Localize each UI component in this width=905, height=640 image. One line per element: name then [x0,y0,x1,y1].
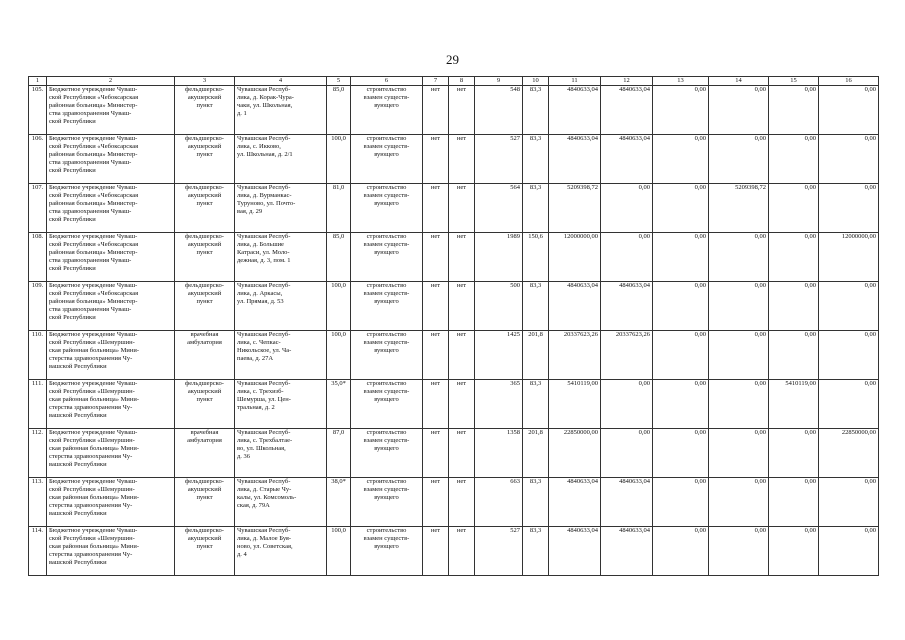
table-cell-col-14: 5209398,72 [709,184,769,233]
column-number-7: 7 [423,77,449,86]
table-cell-col-13: 0,00 [653,86,709,135]
table-cell-col-8: нет [449,331,475,380]
table-cell-col-14: 0,00 [709,527,769,576]
table-cell-col-2: Бюджетное учреждение Чуваш- ской Республики «Чебоксарская районная больница» Министер- ства здравоохранения Чуваш- ской Республики [47,86,175,135]
table-cell-col-13: 0,00 [653,429,709,478]
table-cell-col-10: 83,3 [523,135,549,184]
column-number-8: 8 [449,77,475,86]
table-cell-col-1: 107. [29,184,47,233]
table-cell-col-4: Чувашская Респуб- лика, с. Чепкас- Никольское, ул. Ча- паева, д. 27А [235,331,327,380]
table-cell-col-16: 0,00 [819,86,879,135]
table-cell-col-15: 0,00 [769,331,819,380]
table-cell-col-12: 4840633,04 [601,135,653,184]
column-number-1: 1 [29,77,47,86]
table-cell-col-5: 100,0 [327,331,351,380]
table-cell-col-5: 38,0* [327,478,351,527]
table-cell-col-8: нет [449,380,475,429]
table-cell-col-8: нет [449,527,475,576]
table-cell-col-1: 112. [29,429,47,478]
table-cell-col-14: 0,00 [709,380,769,429]
table-cell-col-3: врачебная амбулатория [175,429,235,478]
table-cell-col-7: нет [423,478,449,527]
table-cell-col-15: 5410119,00 [769,380,819,429]
table-cell-col-6: строительство взамен существ- вующего [351,331,423,380]
table-cell-col-6: строительство взамен существ- вующего [351,86,423,135]
table-cell-col-8: нет [449,184,475,233]
table-cell-col-10: 83,3 [523,478,549,527]
table-cell-col-16: 0,00 [819,478,879,527]
table-cell-col-16: 0,00 [819,331,879,380]
table-cell-col-7: нет [423,527,449,576]
table-cell-col-6: строительство взамен существ- вующего [351,429,423,478]
table-cell-col-2: Бюджетное учреждение Чуваш- ской Республики «Чебоксарская районная больница» Министер- ства здравоохранения Чуваш- ской Республики [47,233,175,282]
table-cell-col-10: 83,3 [523,184,549,233]
table-cell-col-15: 0,00 [769,429,819,478]
table-cell-col-15: 0,00 [769,233,819,282]
table-cell-col-15: 0,00 [769,184,819,233]
table-cell-col-6: строительство взамен существ- вующего [351,282,423,331]
table-cell-col-4: Чувашская Респуб- лика, д. Старые Чу- калы, ул. Комсомоль- ская, д. 79А [235,478,327,527]
table-cell-col-2: Бюджетное учреждение Чуваш- ской Республики «Чебоксарская районная больница» Министер- ства здравоохранения Чуваш- ской Республики [47,184,175,233]
table-cell-col-14: 0,00 [709,478,769,527]
table-cell-col-16: 0,00 [819,527,879,576]
page-number: 29 [446,52,459,67]
table-cell-col-16: 12000000,00 [819,233,879,282]
facilities-table [28,76,879,576]
table-cell-col-13: 0,00 [653,478,709,527]
table-cell-col-15: 0,00 [769,527,819,576]
table-cell-col-11: 5410119,00 [549,380,601,429]
table-cell-col-4: Чувашская Респуб- лика, д. Большие Катраси, ул. Моло- дежная, д. 3, пом. 1 [235,233,327,282]
table-cell-col-1: 113. [29,478,47,527]
table-cell-col-3: фельдшерско- акушерский пункт [175,380,235,429]
table-cell-col-16: 0,00 [819,135,879,184]
table-cell-col-9: 500 [475,282,523,331]
table-cell-col-7: нет [423,86,449,135]
table-cell-col-8: нет [449,478,475,527]
table-cell-col-4: Чувашская Респуб- лика, с. Икково, ул. Школьная, д. 2/1 [235,135,327,184]
table-row [29,86,879,135]
table-row [29,282,879,331]
table-cell-col-6: строительство взамен существ- вующего [351,135,423,184]
table-cell-col-11: 4840633,04 [549,86,601,135]
table-cell-col-10: 83,3 [523,282,549,331]
table-cell-col-1: 114. [29,527,47,576]
table-cell-col-8: нет [449,86,475,135]
table-cell-col-14: 0,00 [709,233,769,282]
table-cell-col-12: 4840633,04 [601,86,653,135]
table-cell-col-9: 1989 [475,233,523,282]
table-cell-col-16: 0,00 [819,184,879,233]
table-cell-col-7: нет [423,282,449,331]
table-row [29,380,879,429]
column-number-6: 6 [351,77,423,86]
table-cell-col-3: врачебная амбулатория [175,331,235,380]
column-number-2: 2 [47,77,175,86]
table-cell-col-5: 85,0 [327,86,351,135]
table-cell-col-15: 0,00 [769,478,819,527]
table-cell-col-5: 35,0* [327,380,351,429]
table-cell-col-3: фельдшерско- акушерский пункт [175,478,235,527]
table-row [29,527,879,576]
table-cell-col-13: 0,00 [653,527,709,576]
table-cell-col-11: 5209398,72 [549,184,601,233]
table-cell-col-3: фельдшерско- акушерский пункт [175,282,235,331]
table-cell-col-11: 4840633,04 [549,527,601,576]
table-cell-col-9: 527 [475,135,523,184]
table-cell-col-9: 564 [475,184,523,233]
column-number-13: 13 [653,77,709,86]
table-cell-col-8: нет [449,233,475,282]
table-row [29,478,879,527]
column-number-3: 3 [175,77,235,86]
table-cell-col-1: 111. [29,380,47,429]
table-cell-col-13: 0,00 [653,282,709,331]
table-cell-col-6: строительство взамен существ- вующего [351,233,423,282]
table-cell-col-13: 0,00 [653,135,709,184]
table-cell-col-8: нет [449,429,475,478]
table-cell-col-9: 365 [475,380,523,429]
table-cell-col-4: Чувашская Респуб- лика, д. Аркасы, ул. Прямая, д. 53 [235,282,327,331]
table-cell-col-11: 12000000,00 [549,233,601,282]
table-cell-col-1: 109. [29,282,47,331]
column-number-row [29,77,879,86]
column-number-4: 4 [235,77,327,86]
table-cell-col-7: нет [423,331,449,380]
table-cell-col-5: 87,0 [327,429,351,478]
table-cell-col-12: 0,00 [601,429,653,478]
table-cell-col-14: 0,00 [709,331,769,380]
table-cell-col-1: 110. [29,331,47,380]
table-cell-col-5: 100,0 [327,135,351,184]
table-cell-col-6: строительство взамен существ- вующего [351,380,423,429]
table-cell-col-3: фельдшерско- акушерский пункт [175,233,235,282]
table-cell-col-2: Бюджетное учреждение Чуваш- ской Республики «Чебоксарская районная больница» Министер- ства здравоохранения Чуваш- ской Республики [47,282,175,331]
table-cell-col-10: 83,3 [523,86,549,135]
table-cell-col-7: нет [423,380,449,429]
table-cell-col-10: 150,6 [523,233,549,282]
table-cell-col-2: Бюджетное учреждение Чуваш- ской Республики «Шемуршин- ская районная больница» Мини- стерства здравоохранения Чу- вашской Республики [47,478,175,527]
table-cell-col-3: фельдшерско- акушерский пункт [175,135,235,184]
column-number-14: 14 [709,77,769,86]
table-cell-col-12: 4840633,04 [601,282,653,331]
table-cell-col-2: Бюджетное учреждение Чуваш- ской Республики «Шемуршин- ская районная больница» Мини- стерства здравоохранения Чу- вашской Республики [47,527,175,576]
table-cell-col-12: 4840633,04 [601,478,653,527]
table-cell-col-7: нет [423,135,449,184]
table-cell-col-11: 4840633,04 [549,282,601,331]
table-cell-col-5: 81,0 [327,184,351,233]
table-cell-col-12: 0,00 [601,184,653,233]
table-cell-col-15: 0,00 [769,135,819,184]
table-row [29,233,879,282]
table-cell-col-5: 85,0 [327,233,351,282]
table-cell-col-4: Чувашская Респуб- лика, д. Корак-Чура- чаки, ул. Школьная, д. 1 [235,86,327,135]
table-cell-col-12: 20337623,26 [601,331,653,380]
table-cell-col-8: нет [449,135,475,184]
table-cell-col-9: 1425 [475,331,523,380]
table-row [29,135,879,184]
table-cell-col-9: 1358 [475,429,523,478]
table-cell-col-7: нет [423,233,449,282]
table-cell-col-13: 0,00 [653,380,709,429]
column-number-5: 5 [327,77,351,86]
table-cell-col-6: строительство взамен существ- вующего [351,527,423,576]
table-cell-col-4: Чувашская Респуб- лика, д. Малое Буя- ново, ул. Советская, д. 4 [235,527,327,576]
table-cell-col-16: 0,00 [819,282,879,331]
table-cell-col-2: Бюджетное учреждение Чуваш- ской Республики «Шемуршин- ская районная больница» Мини- стерства здравоохранения Чу- вашской Республики [47,429,175,478]
table-cell-col-10: 83,3 [523,380,549,429]
table-cell-col-11: 22850000,00 [549,429,601,478]
table-cell-col-12: 4840633,04 [601,527,653,576]
table-cell-col-1: 108. [29,233,47,282]
table-cell-col-11: 4840633,04 [549,135,601,184]
table-cell-col-15: 0,00 [769,86,819,135]
column-number-11: 11 [549,77,601,86]
table-cell-col-2: Бюджетное учреждение Чуваш- ской Республики «Шемуршин- ская районная больница» Мини- стерства здравоохранения Чу- вашской Республики [47,331,175,380]
table-cell-col-6: строительство взамен существ- вующего [351,478,423,527]
table-cell-col-7: нет [423,184,449,233]
table-cell-col-10: 201,8 [523,331,549,380]
table-cell-col-14: 0,00 [709,282,769,331]
column-number-9: 9 [475,77,523,86]
table-cell-col-3: фельдшерско- акушерский пункт [175,86,235,135]
table-cell-col-1: 105. [29,86,47,135]
table-cell-col-2: Бюджетное учреждение Чуваш- ской Республики «Шемуршин- ская районная больница» Мини- стерства здравоохранения Чу- вашской Республики [47,380,175,429]
table-cell-col-8: нет [449,282,475,331]
table-cell-col-14: 0,00 [709,86,769,135]
table-cell-col-7: нет [423,429,449,478]
table-cell-col-13: 0,00 [653,331,709,380]
table-cell-col-9: 548 [475,86,523,135]
table-cell-col-13: 0,00 [653,233,709,282]
column-number-16: 16 [819,77,879,86]
table-cell-col-11: 20337623,26 [549,331,601,380]
table-cell-col-4: Чувашская Респуб- лика, с. Трехизб- Шемурша, ул. Цен- тральная, д. 2 [235,380,327,429]
table-cell-col-3: фельдшерско- акушерский пункт [175,527,235,576]
table-row [29,184,879,233]
table-cell-col-9: 527 [475,527,523,576]
table-cell-col-5: 100,0 [327,527,351,576]
column-number-15: 15 [769,77,819,86]
column-number-10: 10 [523,77,549,86]
table-cell-col-15: 0,00 [769,282,819,331]
table-cell-col-5: 100,0 [327,282,351,331]
table-cell-col-13: 0,00 [653,184,709,233]
table-cell-col-14: 0,00 [709,429,769,478]
table-cell-col-3: фельдшерско- акушерский пункт [175,184,235,233]
table-row [29,429,879,478]
table-cell-col-4: Чувашская Респуб- лика, с. Трехбалтае- во, ул. Школьная, д. 36 [235,429,327,478]
table-cell-col-10: 201,8 [523,429,549,478]
table-row [29,331,879,380]
table-cell-col-10: 83,3 [523,527,549,576]
table-cell-col-4: Чувашская Респуб- лика, д. Вурманкас- Туруново, ул. Почто- вая, д. 29 [235,184,327,233]
table-cell-col-1: 106. [29,135,47,184]
table-cell-col-12: 0,00 [601,380,653,429]
table-cell-col-6: строительство взамен существ- вующего [351,184,423,233]
table-cell-col-2: Бюджетное учреждение Чуваш- ской Республики «Чебоксарская районная больница» Министер- ства здравоохранения Чуваш- ской Республики [47,135,175,184]
table-cell-col-9: 663 [475,478,523,527]
table-cell-col-14: 0,00 [709,135,769,184]
table-cell-col-16: 0,00 [819,380,879,429]
table-cell-col-16: 22850000,00 [819,429,879,478]
table-cell-col-11: 4840633,04 [549,478,601,527]
table-cell-col-12: 0,00 [601,233,653,282]
column-number-12: 12 [601,77,653,86]
